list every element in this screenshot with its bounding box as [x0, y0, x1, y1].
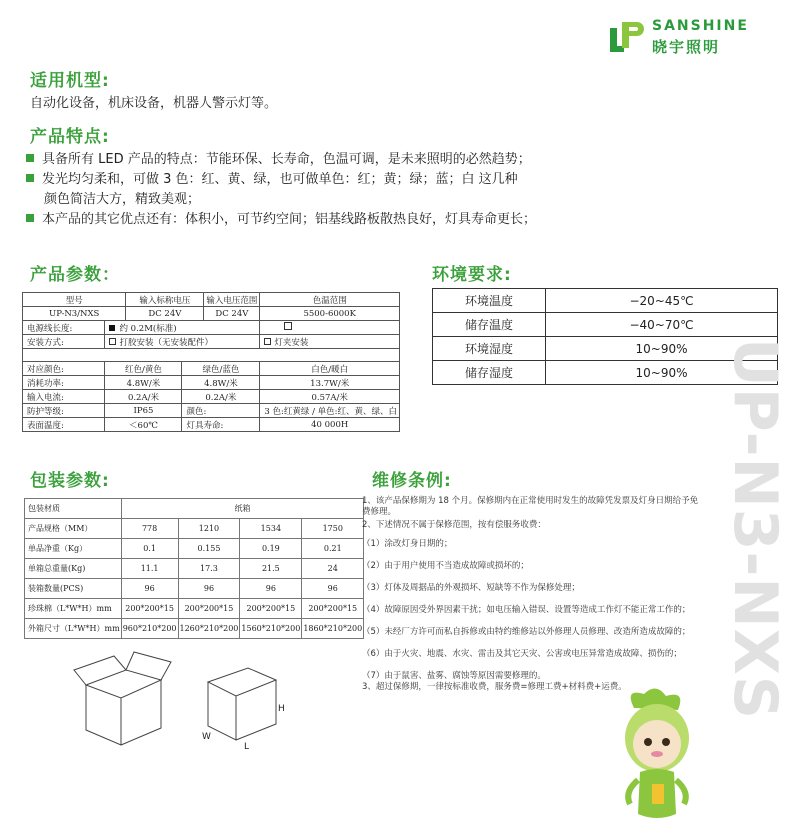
- table-cell: 产品规格（MM）: [25, 519, 122, 539]
- model-watermark: UP-N3-NXS: [720, 338, 790, 721]
- table-cell: 白色/暖白: [260, 362, 400, 376]
- table-cell: 200*200*15: [121, 599, 178, 619]
- table-cell: 21.5: [240, 559, 302, 579]
- table-cell: 单品净重（Kg）: [25, 539, 122, 559]
- repair-paragraph: 1、该产品保修期为 18 个月。保修期内在正常使用时发生的故障凭发票及灯身日期给予免费修理。: [362, 496, 699, 517]
- table-row: [25, 619, 364, 639]
- table-cell: 1210: [178, 519, 240, 539]
- table-cell: 0.19: [240, 539, 302, 559]
- table-cell: 对应颜色:: [23, 362, 105, 376]
- table-cell: [23, 349, 400, 362]
- params-table: [22, 292, 400, 432]
- table-cell: 颜色:: [182, 404, 260, 418]
- pack-title: 包装参数:: [30, 471, 110, 491]
- repair-title: 维修条例:: [372, 471, 452, 491]
- features-title: 产品特点:: [30, 127, 110, 147]
- closed-box-illustration: [200, 660, 300, 750]
- table-cell: 17.3: [178, 559, 240, 579]
- repair-paragraph: 3、超过保修期，一律按标准收费，服务费=修理工费+材料费+运费。: [362, 682, 627, 692]
- list-item: （4）故障原因受外界因素干扰；如电压输入错误、设置等造成工作灯不能正常工作的；: [362, 605, 691, 615]
- features-list: [26, 150, 626, 230]
- table-cell: 4.8W/米: [105, 376, 182, 390]
- table-cell: 型号: [23, 293, 126, 307]
- table-cell: 约 0.2M(标准): [105, 321, 260, 335]
- table-cell: 环境温度: [433, 289, 546, 313]
- table-row: [433, 289, 778, 313]
- params-title: 产品参数：: [30, 265, 120, 285]
- env-title: 环境要求:: [432, 265, 512, 285]
- list-item: 具备所有 LED 产品的特点：节能环保、长寿命，色温可调，是未来照明的必然趋势；: [26, 150, 626, 170]
- table-cell: 灯夹安装: [260, 335, 400, 349]
- table-cell: 0.1: [121, 539, 178, 559]
- table-cell: 10~90%: [546, 337, 778, 361]
- list-item: （2）由于用户使用不当造成故障或损坏的；: [362, 561, 529, 571]
- table-cell: 10~90%: [546, 361, 778, 385]
- table-cell: 13.7W/米: [260, 376, 400, 390]
- table-cell: 960*210*200: [121, 619, 178, 639]
- table-cell: DC 24V: [126, 307, 204, 321]
- square-bullet-icon: [26, 214, 34, 222]
- table-cell: 4.8W/米: [182, 376, 260, 390]
- table-cell: 1260*210*200: [178, 619, 240, 639]
- table-cell: 5500-6000K: [260, 307, 400, 321]
- repair-paragraph: 2、下述情况不属于保修范围，按有偿服务收费：: [362, 520, 546, 530]
- table-cell: 11.1: [121, 559, 178, 579]
- table-cell: 1534: [240, 519, 302, 539]
- list-item: （1）涂改灯身日期的；: [362, 539, 453, 549]
- table-cell: 96: [302, 579, 364, 599]
- square-bullet-icon: [26, 174, 34, 182]
- table-cell: 0.2A/米: [105, 390, 182, 404]
- table-cell: −20~45℃: [546, 289, 778, 313]
- table-cell: 1560*210*200: [240, 619, 302, 639]
- table-cell: 1860*210*200: [302, 619, 364, 639]
- table-cell: 防护等级:: [23, 404, 105, 418]
- models-text: 自动化设备，机床设备，机器人警示灯等。: [30, 96, 278, 111]
- table-cell: 1750: [302, 519, 364, 539]
- up-logo-icon: [608, 18, 644, 54]
- table-cell: 安装方式:: [23, 335, 105, 349]
- table-cell: 3 色:红黄绿 / 单色:红、黄、绿、白: [260, 404, 400, 418]
- box-dim-h: H: [278, 704, 285, 714]
- table-cell: 200*200*15: [240, 599, 302, 619]
- list-item: （7）由于鼠害、盐雾、腐蚀等原因需要修理的。: [362, 671, 546, 681]
- table-cell: 200*200*15: [302, 599, 364, 619]
- table-cell: 消耗功率:: [23, 376, 105, 390]
- list-item: （6）由于火灾、地震、水灾、雷击及其它天灾、公害或电压异常造成故障、损伤的；: [362, 649, 682, 659]
- repair-terms: [362, 496, 706, 693]
- table-cell: 0.2A/米: [182, 390, 260, 404]
- table-cell: [260, 321, 400, 335]
- box-dim-w: W: [202, 732, 211, 742]
- table-row: [25, 539, 364, 559]
- table-cell: 红色/黄色: [105, 362, 182, 376]
- list-item: （3）灯体及周据品的外观损坏、短缺等不作为保修处理；: [362, 583, 580, 593]
- table-cell: 灯具寿命:: [182, 418, 260, 432]
- table-cell: 单箱总重量(Kg): [25, 559, 122, 579]
- table-cell: 珍珠棉（L*W*H）mm: [25, 599, 122, 619]
- brand-logo: [608, 16, 758, 56]
- table-cell: 输入标称电压: [126, 293, 204, 307]
- table-cell: −40~70℃: [546, 313, 778, 337]
- table-cell: 24: [302, 559, 364, 579]
- table-row: [25, 499, 364, 519]
- table-cell: 96: [240, 579, 302, 599]
- table-cell: 绿色/蓝色: [182, 362, 260, 376]
- table-cell: 包装材质: [25, 499, 122, 519]
- table-cell: 输入电流:: [23, 390, 105, 404]
- box-dim-l: L: [244, 742, 250, 752]
- table-cell: 外箱尺寸（L*W*H）mm: [25, 619, 122, 639]
- list-item: （5）未经厂方许可而私自拆修或由特约维修站以外修理人员修理、改造所造成故障的；: [362, 627, 691, 637]
- table-row: [25, 519, 364, 539]
- table-cell: 打胶安装（无安装配件）: [105, 335, 260, 349]
- table-cell: 装箱数量(PCS): [25, 579, 122, 599]
- table-cell: 电源线长度:: [23, 321, 105, 335]
- list-item: 本产品的其它优点还有：体积小，可节约空间；铝基线路板散热良好，灯具寿命更长；: [26, 210, 626, 230]
- table-cell: 0.155: [178, 539, 240, 559]
- table-cell: 0.57A/米: [260, 390, 400, 404]
- mascot-icon: [614, 688, 700, 828]
- table-cell: ＜60℃: [105, 418, 182, 432]
- table-cell: 200*200*15: [178, 599, 240, 619]
- pack-table: [24, 498, 364, 639]
- brand-name-cn: 晓宇照明: [652, 38, 721, 56]
- table-cell: 0.21: [302, 539, 364, 559]
- table-cell: 96: [178, 579, 240, 599]
- list-item: 颜色简洁大方，精致美观；: [44, 192, 201, 207]
- table-cell: 色温范围: [260, 293, 400, 307]
- brand-name-en: SANSHINE: [652, 18, 749, 34]
- table-row: [433, 313, 778, 337]
- table-row: [25, 579, 364, 599]
- table-cell: 纸箱: [121, 499, 364, 519]
- table-cell: 环境湿度: [433, 337, 546, 361]
- table-cell: DC 24V: [204, 307, 260, 321]
- table-cell: IP65: [105, 404, 182, 418]
- table-cell: 储存温度: [433, 313, 546, 337]
- square-bullet-icon: [26, 154, 34, 162]
- table-cell: 储存湿度: [433, 361, 546, 385]
- table-cell: 96: [121, 579, 178, 599]
- list-item: 发光均匀柔和，可做 3 色：红、黄、绿，也可做单色：红；黄；绿；蓝；白 这几种: [26, 170, 626, 190]
- table-row: [25, 599, 364, 619]
- models-title: 适用机型:: [30, 71, 110, 91]
- table-cell: 778: [121, 519, 178, 539]
- table-cell: UP-N3/NXS: [23, 307, 126, 321]
- table-cell: 输入电压范围: [204, 293, 260, 307]
- table-row: [25, 559, 364, 579]
- open-box-illustration: [66, 650, 176, 750]
- table-cell: 40 000H: [260, 418, 400, 432]
- table-cell: 表面温度:: [23, 418, 105, 432]
